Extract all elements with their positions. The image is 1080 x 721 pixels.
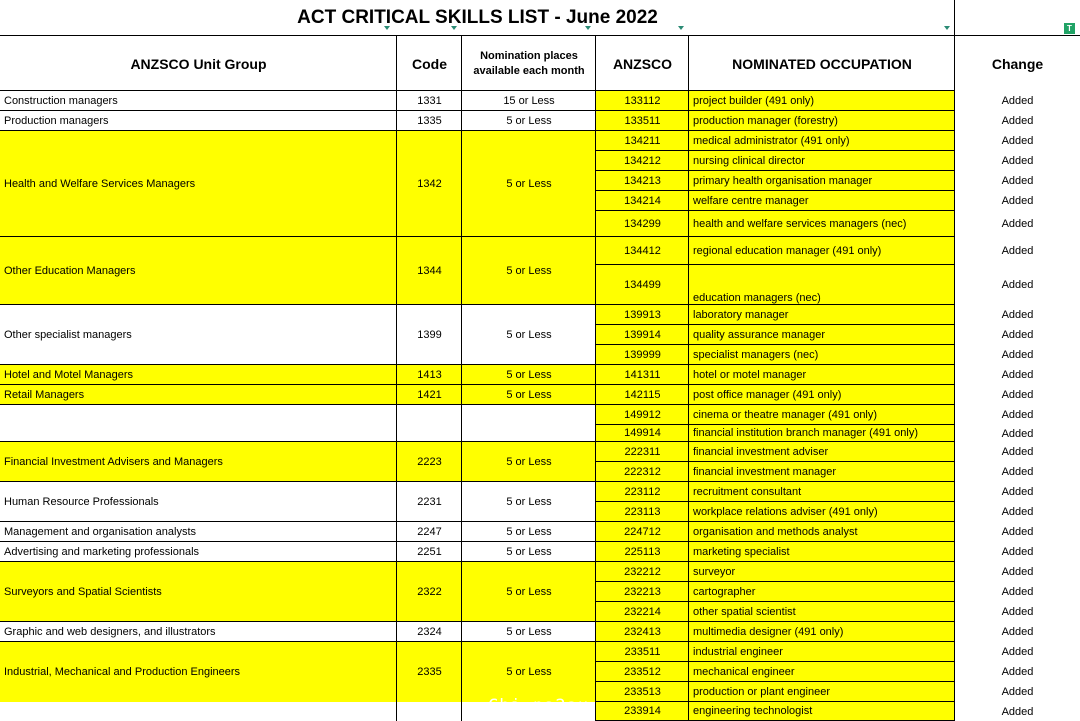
- occupation-cell[interactable]: mechanical engineer: [689, 662, 955, 682]
- occupation-cell[interactable]: quality assurance manager: [689, 325, 955, 345]
- occupation-cell[interactable]: industrial engineer: [689, 642, 955, 662]
- occupation-cell[interactable]: post office manager (491 only): [689, 385, 955, 405]
- anzsco-code-cell[interactable]: 222312: [596, 462, 689, 482]
- change-cell[interactable]: Added: [955, 482, 1080, 502]
- group-code-cell[interactable]: 1335: [397, 111, 462, 131]
- anzsco-code-cell[interactable]: 149914: [596, 425, 689, 442]
- anzsco-code-cell[interactable]: 223112: [596, 482, 689, 502]
- group-code-cell[interactable]: 2251: [397, 542, 462, 562]
- group-code-cell[interactable]: 1399: [397, 305, 462, 365]
- anzsco-code-cell[interactable]: 139999: [596, 345, 689, 365]
- unit-group-cell[interactable]: Health and Welfare Services Managers: [0, 131, 397, 237]
- group-code-cell[interactable]: 1413: [397, 365, 462, 385]
- anzsco-code-cell[interactable]: 224712: [596, 522, 689, 542]
- change-cell[interactable]: Added: [955, 111, 1080, 131]
- occupation-cell[interactable]: specialist managers (nec): [689, 345, 955, 365]
- grid-line: [0, 404, 596, 405]
- change-cell[interactable]: Added: [955, 562, 1080, 582]
- occupation-cell[interactable]: nursing clinical director: [689, 151, 955, 171]
- nomination-places-cell[interactable]: 5 or Less: [462, 522, 596, 542]
- change-cell[interactable]: Added: [955, 602, 1080, 622]
- anzsco-code-cell[interactable]: 149912: [596, 405, 689, 425]
- anzsco-code-cell[interactable]: 134299: [596, 211, 689, 237]
- change-cell[interactable]: Added: [955, 502, 1080, 522]
- group-code-cell[interactable]: 2322: [397, 562, 462, 622]
- grid-line: [0, 304, 596, 305]
- nomination-places-cell[interactable]: 5 or Less: [462, 111, 596, 131]
- anzsco-code-cell[interactable]: 134212: [596, 151, 689, 171]
- occupation-cell[interactable]: laboratory manager: [689, 305, 955, 325]
- group-code-cell[interactable]: 2247: [397, 522, 462, 542]
- anzsco-code-cell[interactable]: 232213: [596, 582, 689, 602]
- blank-cell[interactable]: [0, 405, 596, 442]
- header-anzsco[interactable]: ANZSCO: [596, 36, 689, 91]
- occupation-cell[interactable]: regional education manager (491 only): [689, 237, 955, 265]
- unit-group-cell[interactable]: Other Education Managers: [0, 237, 397, 305]
- occupation-cell[interactable]: financial institution branch manager (491 only): [689, 425, 955, 442]
- sheet-title: ACT CRITICAL SKILLS LIST - June 2022: [297, 7, 658, 28]
- anzsco-code-cell[interactable]: 134211: [596, 131, 689, 151]
- anzsco-code-cell[interactable]: 142115: [596, 385, 689, 405]
- unit-group-cell[interactable]: Advertising and marketing professionals: [0, 542, 397, 562]
- occupation-cell[interactable]: organisation and methods analyst: [689, 522, 955, 542]
- nomination-places-cell[interactable]: 5 or Less: [462, 237, 596, 305]
- watermark-text: Chi na2au: [488, 696, 590, 716]
- group-code-cell[interactable]: 2324: [397, 622, 462, 642]
- unit-group-cell[interactable]: Financial Investment Advisers and Managers: [0, 442, 397, 482]
- unit-group-cell[interactable]: Retail Managers: [0, 385, 397, 405]
- occupation-cell[interactable]: cinema or theatre manager (491 only): [689, 405, 955, 425]
- anzsco-code-cell[interactable]: 134214: [596, 191, 689, 211]
- change-cell[interactable]: Added: [955, 542, 1080, 562]
- change-cell[interactable]: Added: [955, 662, 1080, 682]
- group-code-cell[interactable]: 2335: [397, 642, 462, 702]
- grid-line: [0, 110, 596, 111]
- change-cell[interactable]: Added: [955, 305, 1080, 325]
- anzsco-code-cell[interactable]: 139913: [596, 305, 689, 325]
- unit-group-cell[interactable]: Construction managers: [0, 91, 397, 111]
- filter-dropdown-icon[interactable]: [584, 25, 593, 32]
- occupation-cell[interactable]: education managers (nec): [689, 265, 955, 305]
- occupation-cell[interactable]: medical administrator (491 only): [689, 131, 955, 151]
- anzsco-code-cell[interactable]: 233513: [596, 682, 689, 702]
- nomination-places-cell[interactable]: 5 or Less: [462, 305, 596, 365]
- change-cell[interactable]: Added: [955, 442, 1080, 462]
- grid-line: [396, 36, 397, 721]
- grid-line: [0, 90, 955, 91]
- grid-line: [0, 481, 596, 482]
- grid-line: [0, 621, 596, 622]
- group-code-cell[interactable]: 2231: [397, 482, 462, 522]
- anzsco-code-cell[interactable]: 233511: [596, 642, 689, 662]
- header-change[interactable]: Change: [955, 36, 1080, 91]
- unit-group-cell[interactable]: Production managers: [0, 111, 397, 131]
- change-cell[interactable]: Added: [955, 345, 1080, 365]
- change-cell[interactable]: Added: [955, 682, 1080, 702]
- unit-group-cell[interactable]: Human Resource Professionals: [0, 482, 397, 522]
- anzsco-code-cell[interactable]: 222311: [596, 442, 689, 462]
- nomination-places-cell[interactable]: 5 or Less: [462, 562, 596, 622]
- unit-group-cell[interactable]: Graphic and web designers, and illustrators: [0, 622, 397, 642]
- filter-dropdown-icon[interactable]: [943, 25, 952, 32]
- nomination-places-cell[interactable]: 5 or Less: [462, 622, 596, 642]
- occupation-cell[interactable]: financial investment adviser: [689, 442, 955, 462]
- anzsco-code-cell[interactable]: 139914: [596, 325, 689, 345]
- header-nomination-places[interactable]: Nomination places available each month: [462, 36, 596, 91]
- occupation-cell[interactable]: production or plant engineer: [689, 682, 955, 702]
- grid-line: [0, 384, 596, 385]
- nomination-places-cell[interactable]: 5 or Less: [462, 542, 596, 562]
- change-cell[interactable]: Added: [955, 365, 1080, 385]
- change-cell[interactable]: Added: [955, 622, 1080, 642]
- change-cell[interactable]: Added: [955, 702, 1080, 721]
- change-cell[interactable]: Added: [955, 405, 1080, 425]
- anzsco-code-cell[interactable]: 232413: [596, 622, 689, 642]
- group-code-cell[interactable]: 1344: [397, 237, 462, 305]
- occupation-cell[interactable]: multimedia designer (491 only): [689, 622, 955, 642]
- unit-group-cell[interactable]: Industrial, Mechanical and Production Engineers: [0, 642, 397, 702]
- change-cell[interactable]: Added: [955, 462, 1080, 482]
- grid-line: [0, 521, 596, 522]
- unit-group-cell[interactable]: Other specialist managers: [0, 305, 397, 365]
- change-cell[interactable]: Added: [955, 91, 1080, 111]
- occupation-cell[interactable]: recruitment consultant: [689, 482, 955, 502]
- anzsco-code-cell[interactable]: 232214: [596, 602, 689, 622]
- group-code-cell[interactable]: 1421: [397, 385, 462, 405]
- change-cell[interactable]: Added: [955, 237, 1080, 265]
- grid-line: [0, 35, 1080, 36]
- anzsco-code-cell[interactable]: 223113: [596, 502, 689, 522]
- occupation-cell[interactable]: hotel or motel manager: [689, 365, 955, 385]
- nomination-places-cell[interactable]: 15 or Less: [462, 91, 596, 111]
- occupation-cell[interactable]: production manager (forestry): [689, 111, 955, 131]
- anzsco-code-cell[interactable]: 134213: [596, 171, 689, 191]
- group-code-cell[interactable]: 1342: [397, 131, 462, 237]
- change-cell[interactable]: Added: [955, 131, 1080, 151]
- change-cell[interactable]: Added: [955, 325, 1080, 345]
- change-cell[interactable]: Added: [955, 642, 1080, 662]
- grid-line: [0, 561, 596, 562]
- grid-line: [461, 36, 462, 721]
- header-unit-group[interactable]: ANZSCO Unit Group: [0, 36, 397, 91]
- anzsco-code-cell[interactable]: 134499: [596, 265, 689, 305]
- grid-line: [954, 0, 955, 721]
- nomination-places-cell[interactable]: 5 or Less: [462, 385, 596, 405]
- change-cell[interactable]: Added: [955, 151, 1080, 171]
- anzsco-code-cell[interactable]: 232212: [596, 562, 689, 582]
- group-code-cell[interactable]: 2223: [397, 442, 462, 482]
- anzsco-code-cell[interactable]: 233914: [596, 702, 689, 721]
- occupation-cell[interactable]: other spatial scientist: [689, 602, 955, 622]
- change-cell[interactable]: Added: [955, 522, 1080, 542]
- filter-dropdown-icon[interactable]: [383, 25, 392, 32]
- change-cell[interactable]: Added: [955, 385, 1080, 405]
- occupation-cell[interactable]: financial investment manager: [689, 462, 955, 482]
- occupation-cell[interactable]: primary health organisation manager: [689, 171, 955, 191]
- anzsco-code-cell[interactable]: 233512: [596, 662, 689, 682]
- change-cell[interactable]: Added: [955, 191, 1080, 211]
- grid-line: [0, 364, 596, 365]
- grid-line: [0, 541, 596, 542]
- unit-group-cell[interactable]: Surveyors and Spatial Scientists: [0, 562, 397, 622]
- text-format-icon[interactable]: T: [1064, 23, 1075, 34]
- grid-line: [0, 641, 596, 642]
- nomination-places-cell[interactable]: 5 or Less: [462, 365, 596, 385]
- filter-dropdown-icon[interactable]: [450, 25, 459, 32]
- change-cell[interactable]: Added: [955, 425, 1080, 442]
- grid-line: [688, 36, 689, 721]
- grid-line: [0, 236, 596, 237]
- grid-line: [595, 36, 596, 721]
- change-cell[interactable]: Added: [955, 265, 1080, 305]
- occupation-cell[interactable]: marketing specialist: [689, 542, 955, 562]
- header-code[interactable]: Code: [397, 36, 462, 91]
- nomination-places-cell[interactable]: 5 or Less: [462, 131, 596, 237]
- header-nominated-occupation[interactable]: NOMINATED OCCUPATION: [689, 36, 955, 91]
- anzsco-code-cell[interactable]: 133112: [596, 91, 689, 111]
- occupation-cell[interactable]: engineering technologist: [689, 702, 955, 721]
- occupation-cell[interactable]: surveyor: [689, 562, 955, 582]
- occupation-cell[interactable]: welfare centre manager: [689, 191, 955, 211]
- anzsco-code-cell[interactable]: 133511: [596, 111, 689, 131]
- grid-line: [0, 130, 596, 131]
- anzsco-code-cell[interactable]: 225113: [596, 542, 689, 562]
- change-cell[interactable]: Added: [955, 582, 1080, 602]
- occupation-cell[interactable]: health and welfare services managers (nec): [689, 211, 955, 237]
- change-cell[interactable]: Added: [955, 171, 1080, 191]
- occupation-cell[interactable]: cartographer: [689, 582, 955, 602]
- group-code-cell[interactable]: 1331: [397, 91, 462, 111]
- anzsco-code-cell[interactable]: 134412: [596, 237, 689, 265]
- nomination-places-cell[interactable]: 5 or Less: [462, 642, 596, 702]
- grid-line: [0, 441, 596, 442]
- nomination-places-cell[interactable]: 5 or Less: [462, 482, 596, 522]
- unit-group-cell[interactable]: Hotel and Motel Managers: [0, 365, 397, 385]
- occupation-cell[interactable]: project builder (491 only): [689, 91, 955, 111]
- nomination-places-cell[interactable]: 5 or Less: [462, 442, 596, 482]
- filter-dropdown-icon[interactable]: [677, 25, 686, 32]
- occupation-cell[interactable]: workplace relations adviser (491 only): [689, 502, 955, 522]
- unit-group-cell[interactable]: Management and organisation analysts: [0, 522, 397, 542]
- change-cell[interactable]: Added: [955, 211, 1080, 237]
- anzsco-code-cell[interactable]: 141311: [596, 365, 689, 385]
